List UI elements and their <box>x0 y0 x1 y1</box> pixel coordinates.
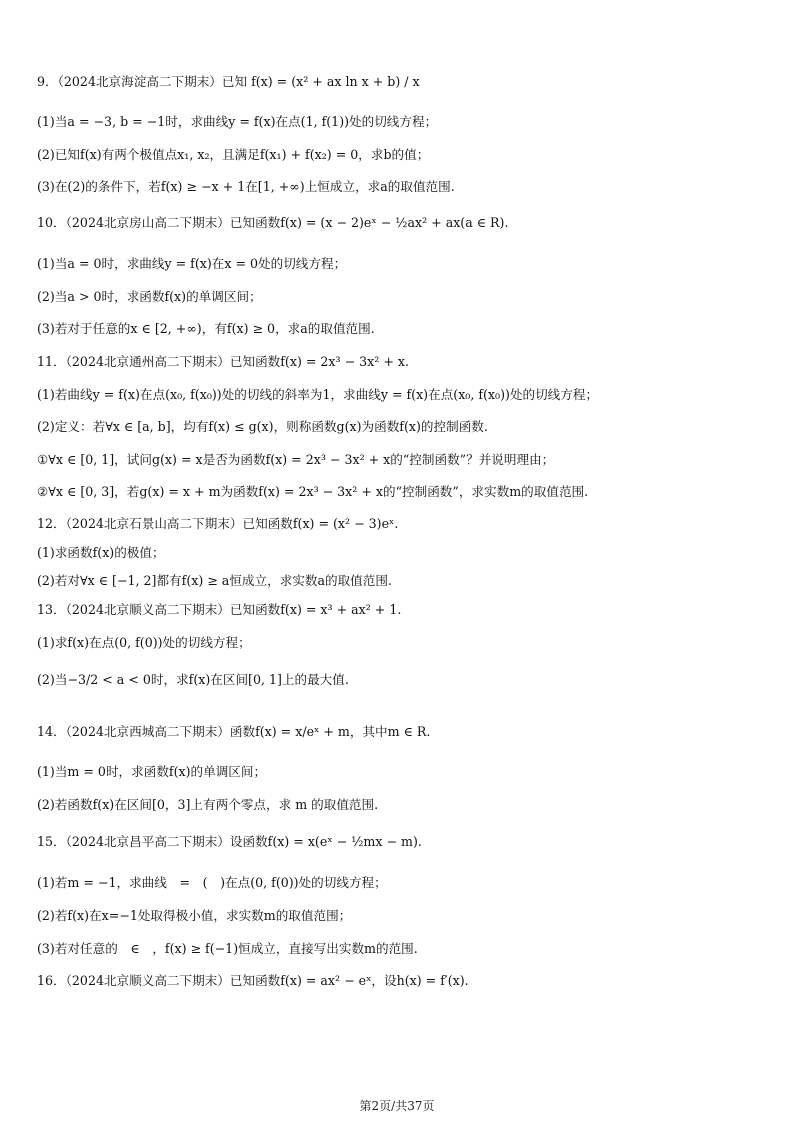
question-10-part-2: (2)当a > 0时，求函数f(x)的单调区间； <box>37 289 262 304</box>
question-14-title: 14．（2024北京西城高二下期末）函数f(x) = x/eˣ + m，其中m ∈ R. <box>37 724 431 739</box>
question-10-part-1: (1)当a = 0时，求曲线y = f(x)在x = 0处的切线方程； <box>37 256 347 271</box>
question-15-part-2: (2)若f(x)在x=−1处取得极小值，求实数m的取值范围； <box>37 908 352 923</box>
question-13-part-1: (1)求f(x)在点(0, f(0))处的切线方程； <box>37 635 251 650</box>
question-11-title: 11．（2024北京通州高二下期末）已知函数f(x) = 2x³ − 3x² + x. <box>37 354 409 369</box>
question-15-title: 15．（2024北京昌平高二下期末）设函数f(x) = x(eˣ − ½mx − m). <box>37 834 422 849</box>
question-14-part-2: (2)若函数f(x)在区间[0，3]上有两个零点，求 m 的取值范围. <box>37 797 379 812</box>
question-11-sub-2: ②∀x ∈ [0, 3]，若g(x) = x + m为函数f(x) = 2x³ − 3x² + x的“控制函数”，求实数m的取值范围. <box>37 484 589 499</box>
page-number-footer: 第2页/共37页 <box>359 1099 435 1113</box>
question-9-part-2: (2)已知f(x)有两个极值点x₁, x₂，且满足f(x₁) + f(x₂) = 0，求b的值； <box>37 147 430 162</box>
question-11-part-1: (1)若曲线y = f(x)在点(x₀, f(x₀))处的切线的斜率为1，求曲线y = f(x)在点(x₀, f(x₀))处的切线方程； <box>37 387 599 402</box>
question-10-title: 10．（2024北京房山高二下期末）已知函数f(x) = (x − 2)eˣ − ½ax² + ax(a ∈ R). <box>37 215 509 230</box>
question-11-sub-1: ①∀x ∈ [0, 1]，试问g(x) = x是否为函数f(x) = 2x³ − 3x² + x的“控制函数”？并说明理由； <box>37 452 555 467</box>
question-16-title: 16．（2024北京顺义高二下期末）已知函数f(x) = ax² − eˣ，设h(x) = f′(x). <box>37 973 469 988</box>
question-12-part-1: (1)求函数f(x)的极值； <box>37 545 165 560</box>
question-9-title: 9．（2024北京海淀高二下期末）已知 f(x) = (x² + ax ln x + b) / x <box>37 74 420 89</box>
question-15-part-3: (3)若对任意的 ∈ ，f(x) ≥ f(−1)恒成立，直接写出实数m的范围. <box>37 941 418 956</box>
question-13-title: 13．（2024北京顺义高二下期末）已知函数f(x) = x³ + ax² + 1. <box>37 602 402 617</box>
question-13-part-2: (2)当−3/2 < a < 0时，求f(x)在区间[0, 1]上的最大值. <box>37 672 349 687</box>
question-14-part-1: (1)当m = 0时，求函数f(x)的单调区间； <box>37 764 267 779</box>
question-15-part-1: (1)若m = −1，求曲线 = ( )在点(0, f(0))处的切线方程； <box>37 875 387 890</box>
question-9-part-1: (1)当a = −3, b = −1时，求曲线y = f(x)在点(1, f(1))处的切线方程； <box>37 114 438 129</box>
question-10-part-3: (3)若对于任意的x ∈ [2, +∞)，有f(x) ≥ 0，求a的取值范围. <box>37 321 375 336</box>
question-12-title: 12．（2024北京石景山高二下期末）已知函数f(x) = (x² − 3)eˣ. <box>37 516 399 531</box>
question-11-part-2: (2)定义：若∀x ∈ [a, b]，均有f(x) ≤ g(x)，则称函数g(x)为函数f(x)的控制函数. <box>37 419 488 434</box>
question-9-part-3: (3)在(2)的条件下，若f(x) ≥ −x + 1在[1, +∞)上恒成立，求a的取值范围. <box>37 179 455 194</box>
question-12-part-2: (2)若对∀x ∈ [−1, 2]都有f(x) ≥ a恒成立，求实数a的取值范围. <box>37 573 392 588</box>
